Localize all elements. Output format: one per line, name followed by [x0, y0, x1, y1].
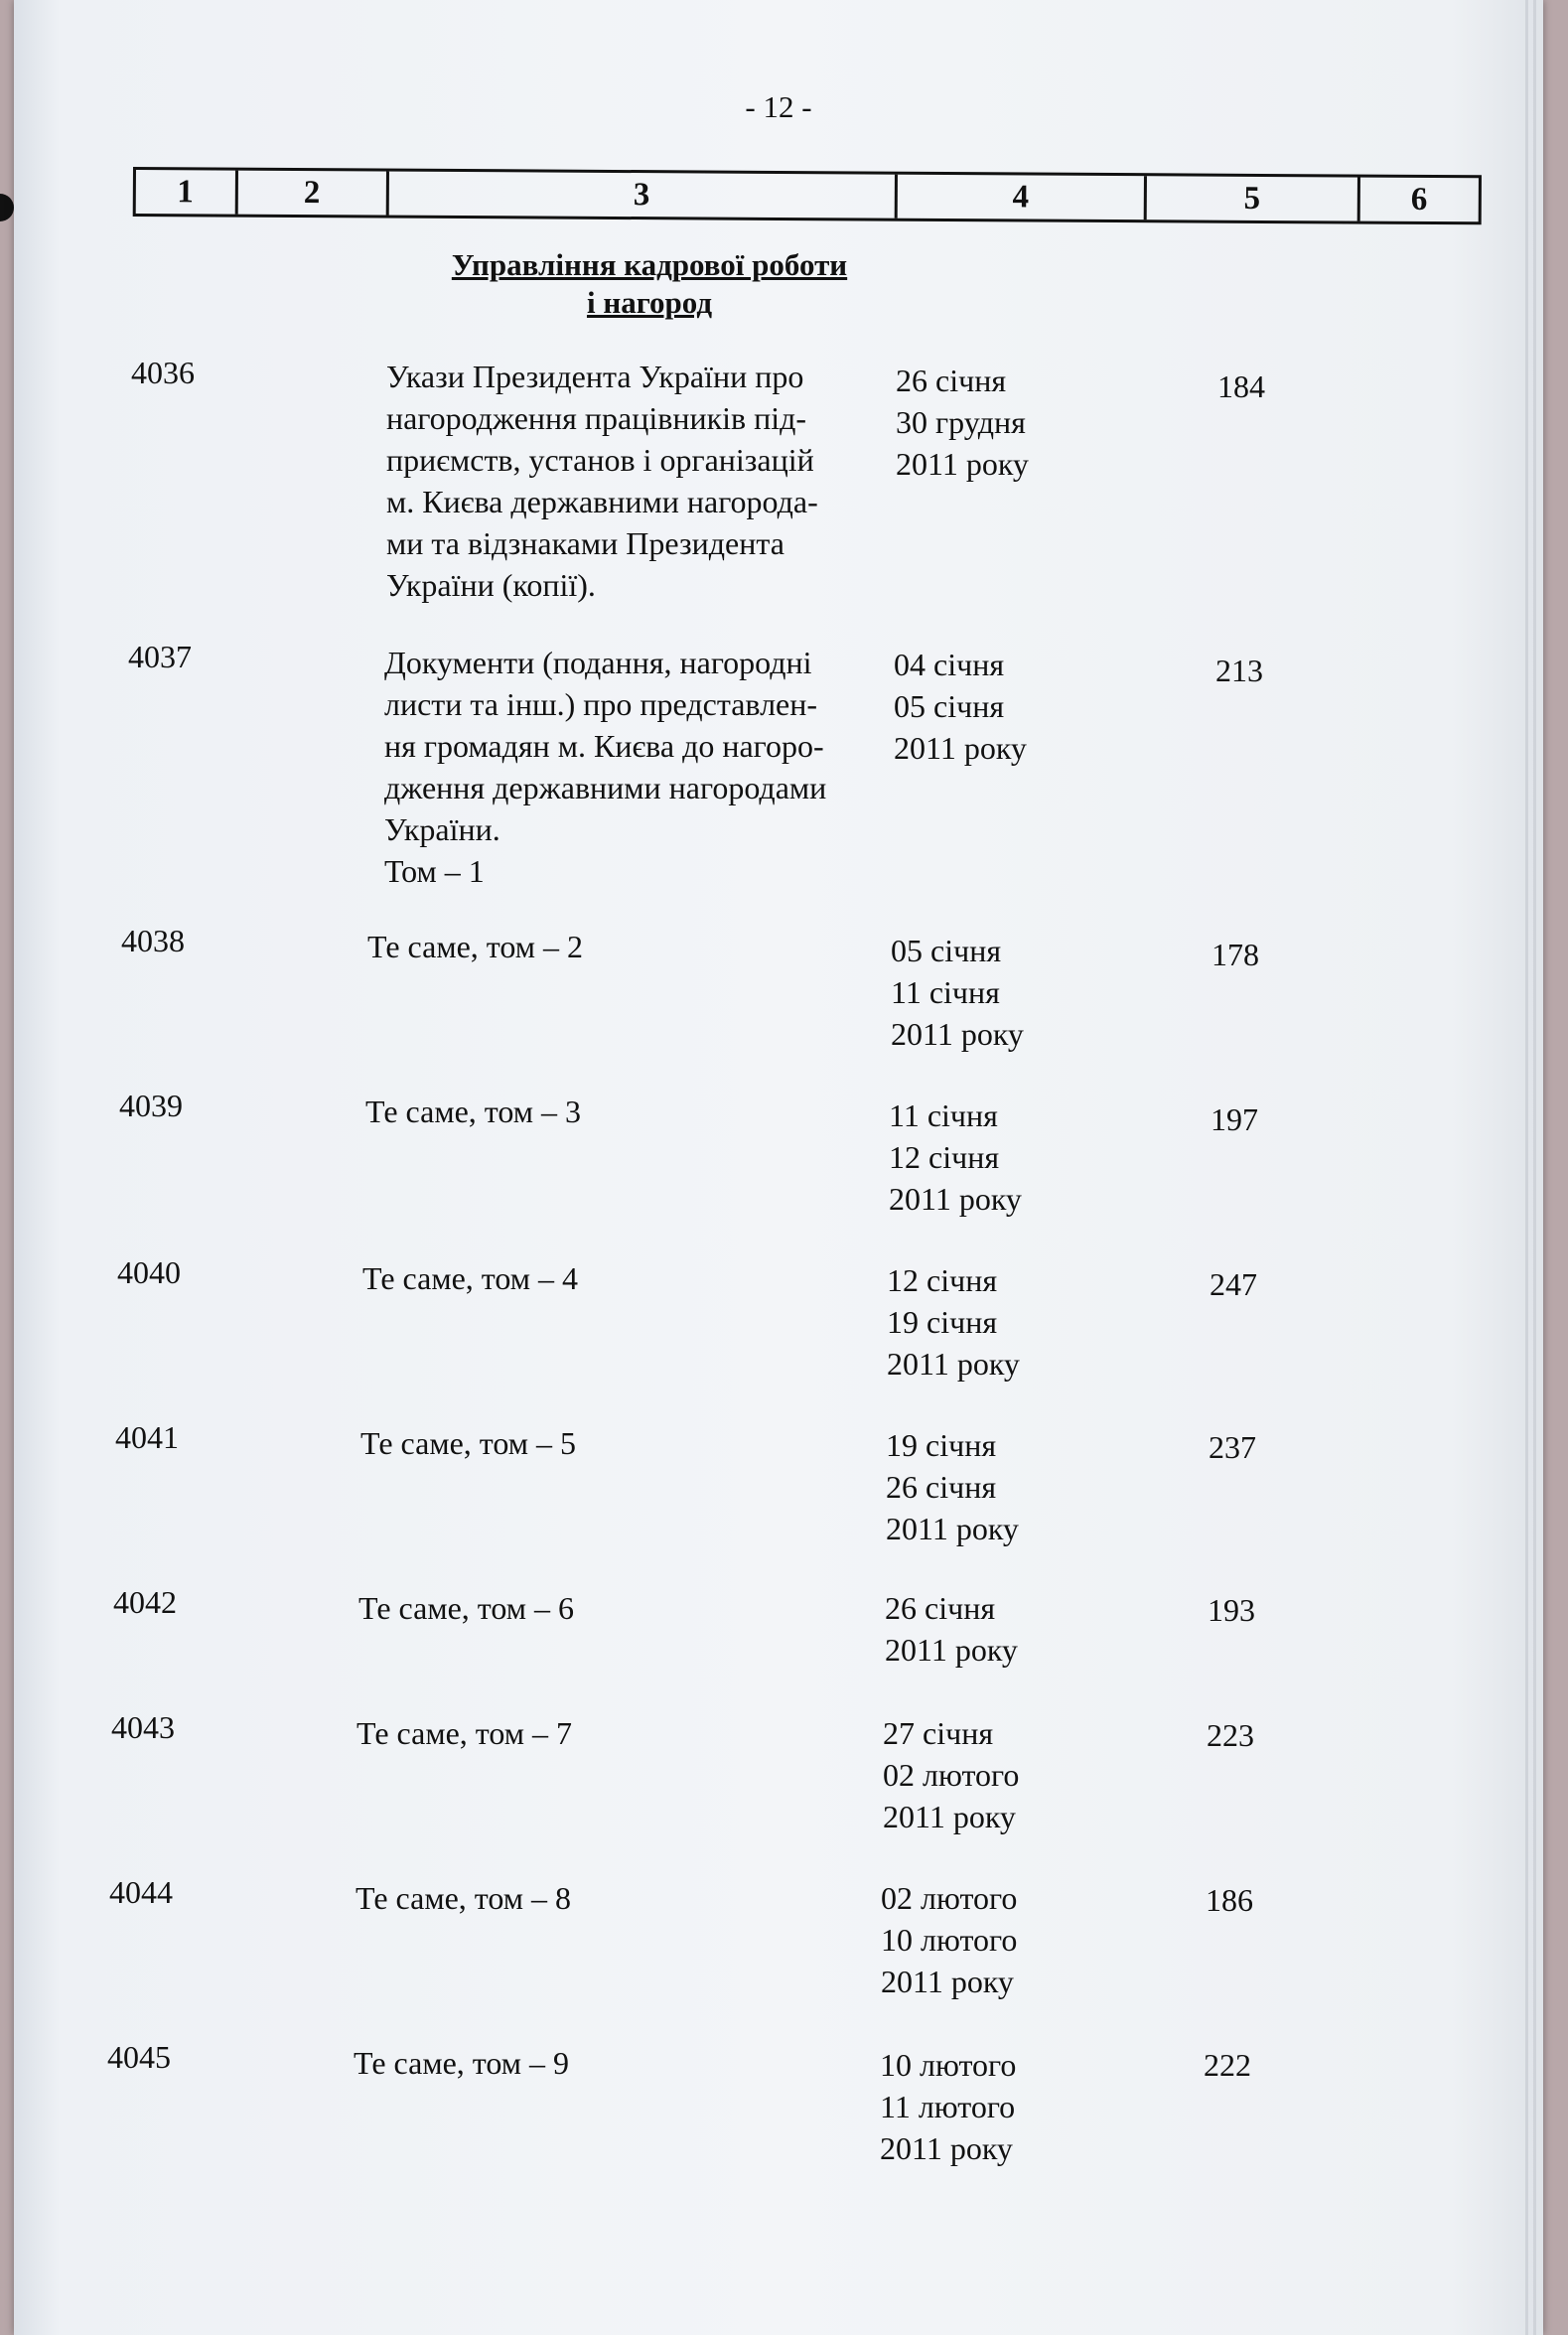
row-sheets: 186: [1206, 1882, 1253, 1918]
row-description: Те саме, том – 3: [365, 1094, 581, 1129]
row-number: 4042: [113, 1584, 177, 1620]
row-description: Те саме, том – 8: [356, 1880, 571, 1916]
row-dates: 27 січня 02 лютого 2011 року: [883, 1715, 1020, 1834]
row-number: 4037: [128, 639, 192, 674]
row-dates: 26 січня 2011 року: [885, 1590, 1018, 1668]
page-edge: [1533, 0, 1536, 2335]
row-description: Документи (подання, нагородні листи та інш.) про представлен- ня громадян м. Києва до нагоро- дження державними нагородами України. Том – 1: [384, 645, 827, 889]
row-number: 4038: [121, 923, 185, 958]
row-number: 4044: [109, 1874, 173, 1910]
row-sheets: 247: [1210, 1266, 1257, 1302]
page-edge: [1525, 0, 1528, 2335]
row-description: Укази Президента України про нагородження працівників під- приємств, установ і організацій м. Києва державними нагорода- ми та відзнаками Президента України (копії).: [386, 359, 818, 603]
row-description: Те саме, том – 7: [356, 1715, 572, 1751]
header-column-1: 1: [136, 170, 238, 215]
row-sheets: 223: [1207, 1717, 1254, 1753]
row-number: 4039: [119, 1088, 183, 1123]
row-sheets: 237: [1209, 1429, 1256, 1465]
row-sheets: 213: [1215, 653, 1263, 688]
row-dates: 12 січня 19 січня 2011 року: [887, 1262, 1020, 1382]
row-sheets: 178: [1212, 937, 1259, 972]
row-description: Те саме, том – 5: [360, 1425, 576, 1461]
table-header: [133, 167, 1482, 224]
row-description: Те саме, том – 9: [354, 2045, 569, 2081]
row-description: Те саме, том – 4: [362, 1260, 578, 1296]
row-number: 4045: [107, 2039, 171, 2075]
row-dates: 02 лютого 10 лютого 2011 року: [881, 1880, 1018, 1999]
header-column-2: 2: [237, 171, 389, 216]
row-number: 4043: [111, 1709, 175, 1745]
row-sheets: 222: [1204, 2047, 1251, 2083]
row-dates: 26 січня 30 грудня 2011 року: [896, 363, 1029, 482]
header-column-3: 3: [389, 172, 898, 219]
row-dates: 19 січня 26 січня 2011 року: [886, 1427, 1019, 1546]
row-sheets: 184: [1217, 368, 1265, 404]
section-title: Управління кадрової роботи і нагород: [451, 247, 848, 320]
row-sheets: 197: [1211, 1101, 1258, 1137]
row-number: 4040: [117, 1254, 181, 1290]
row-dates: 05 січня 11 січня 2011 року: [891, 933, 1024, 1052]
row-dates: 11 січня 12 січня 2011 року: [889, 1097, 1022, 1217]
row-sheets: 193: [1208, 1592, 1255, 1628]
header-column-5: 5: [1147, 176, 1359, 220]
row-dates: 04 січня 05 січня 2011 року: [894, 647, 1027, 766]
row-description: Те саме, том – 2: [367, 929, 583, 964]
row-number: 4036: [131, 355, 195, 390]
header-column-6: 6: [1410, 181, 1428, 218]
header-column-4: 4: [897, 175, 1147, 220]
document-page: [14, 0, 1543, 2335]
page-number: - 12 -: [745, 89, 812, 124]
row-number: 4041: [115, 1419, 179, 1455]
row-dates: 10 лютого 11 лютого 2011 року: [880, 2047, 1017, 2166]
row-description: Те саме, том – 6: [358, 1590, 574, 1626]
binder-hole: [0, 194, 14, 221]
